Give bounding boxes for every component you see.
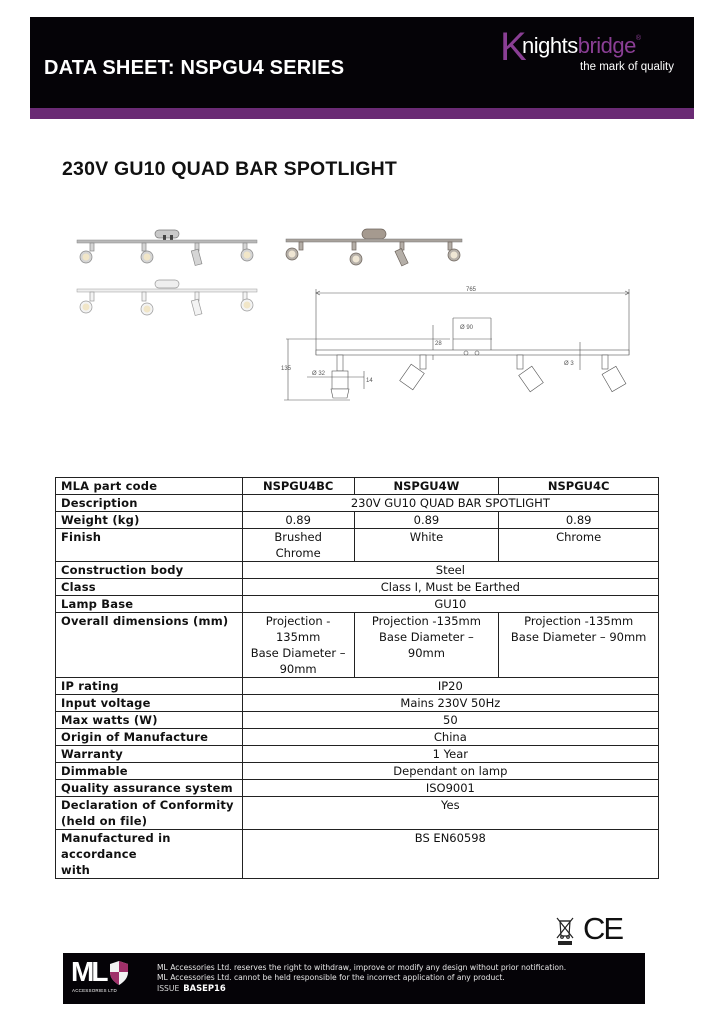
value-line: Base Diameter –	[379, 630, 474, 644]
technical-drawing	[280, 285, 640, 410]
label-line: Manufactured in accordance	[61, 831, 171, 861]
ce-mark-icon: CE	[583, 911, 623, 946]
row-label: Quality assurance system	[56, 780, 243, 797]
disclaimer-line: ML Accessories Ltd. cannot be held responsible for the incorrect application of any product.	[157, 973, 505, 982]
row-value: ISO9001	[242, 780, 658, 797]
value-line: Projection -135mm	[371, 614, 481, 628]
dimension-base-diameter: Ø 90	[460, 325, 474, 331]
model-code: NSPGU4C	[499, 478, 659, 495]
disclaimer-line: ML Accessories Ltd. reserves the right to withdraw, improve or modify any design without prior notification.	[157, 963, 567, 972]
value-line: Projection -135mm	[524, 614, 634, 628]
row-label	[56, 797, 243, 830]
table-row	[56, 512, 659, 529]
issue-label: ISSUE	[157, 984, 180, 993]
table-row	[56, 529, 659, 562]
table-row	[56, 780, 659, 797]
logo-wordmark-part2: bridge	[577, 33, 636, 58]
dimension-bar-thickness: Ø 3	[564, 361, 574, 367]
row-value: 0.89	[242, 512, 354, 529]
knightsbridge-logo	[500, 25, 678, 79]
registered-mark: ®	[635, 35, 641, 42]
row-value: BS EN60598	[242, 830, 658, 879]
row-value	[499, 613, 659, 678]
brushed-chrome-fixture-photo	[75, 227, 260, 272]
row-label: IP rating	[56, 678, 243, 695]
dimension-head-diameter: Ø 32	[312, 371, 326, 377]
logo-wordmark	[522, 35, 641, 57]
table-header-row	[56, 478, 659, 495]
header-accent-band	[30, 108, 694, 119]
row-value: Mains 230V 50Hz	[242, 695, 658, 712]
row-label: Dimmable	[56, 763, 243, 780]
issue-line	[157, 983, 566, 994]
row-value: Dependant on lamp	[242, 763, 658, 780]
logo-tagline: the mark of quality	[580, 61, 674, 73]
value-line: 90mm	[279, 662, 317, 676]
row-value	[499, 529, 659, 562]
row-value: Yes	[242, 797, 658, 830]
table-row	[56, 495, 659, 512]
table-row	[56, 712, 659, 729]
ml-accessories-logo	[69, 958, 131, 998]
table-row	[56, 695, 659, 712]
footer-disclaimer	[157, 963, 566, 994]
row-label	[56, 830, 243, 879]
row-label: Class	[56, 579, 243, 596]
row-value: 1 Year	[242, 746, 658, 763]
weee-crossed-bin-icon	[556, 916, 574, 946]
page-footer	[63, 953, 645, 1004]
table-row	[56, 579, 659, 596]
row-value: Steel	[242, 562, 658, 579]
value-line: Chrome	[275, 546, 321, 560]
product-title: 230V GU10 QUAD BAR SPOTLIGHT	[62, 158, 397, 180]
label-line: Declaration of Conformity	[61, 798, 234, 812]
table-row	[56, 729, 659, 746]
table-row	[56, 830, 659, 879]
spec-table	[55, 477, 659, 879]
table-row	[56, 746, 659, 763]
label-line: with	[61, 863, 91, 877]
table-row	[56, 613, 659, 678]
row-value: GU10	[242, 596, 658, 613]
part-code-label: MLA part code	[56, 478, 243, 495]
dimension-base-height: 28	[435, 341, 442, 347]
datasheet-title: DATA SHEET: NSPGU4 SERIES	[44, 57, 345, 79]
dimension-overall-length: 765	[466, 287, 477, 293]
issue-code: BASEP16	[183, 983, 226, 993]
row-label: Origin of Manufacture	[56, 729, 243, 746]
shield-icon	[109, 960, 129, 986]
label-line: (held on file)	[61, 814, 148, 828]
model-code: NSPGU4W	[354, 478, 499, 495]
row-value: 50	[242, 712, 658, 729]
dimension-small: 14	[366, 378, 373, 384]
row-value: 230V GU10 QUAD BAR SPOTLIGHT	[242, 495, 658, 512]
row-label: Weight (kg)	[56, 512, 243, 529]
table-row	[56, 678, 659, 695]
row-value	[242, 529, 354, 562]
row-label: Input voltage	[56, 695, 243, 712]
row-value	[354, 529, 499, 562]
row-value	[242, 613, 354, 678]
value-line: 135mm	[275, 630, 321, 644]
value-line: Chrome	[556, 530, 602, 544]
row-label: Finish	[56, 529, 243, 562]
table-row	[56, 763, 659, 780]
row-value: China	[242, 729, 658, 746]
row-value: 0.89	[354, 512, 499, 529]
row-value: IP20	[242, 678, 658, 695]
table-row	[56, 562, 659, 579]
row-value	[354, 613, 499, 678]
value-line: 90mm	[407, 646, 445, 660]
ml-logo-text: ML	[71, 956, 106, 987]
row-label: Lamp Base	[56, 596, 243, 613]
value-line: Brushed	[274, 530, 322, 544]
model-code: NSPGU4BC	[242, 478, 354, 495]
table-row	[56, 797, 659, 830]
row-label: Construction body	[56, 562, 243, 579]
value-line: Projection -	[265, 614, 331, 628]
row-label: Warranty	[56, 746, 243, 763]
ml-logo-subtext: ACCESSORIES LTD	[72, 988, 117, 993]
table-row	[56, 596, 659, 613]
logo-initial: K	[500, 25, 527, 69]
row-label: Overall dimensions (mm)	[56, 613, 243, 678]
row-value: Class I, Must be Earthed	[242, 579, 658, 596]
row-label: Description	[56, 495, 243, 512]
value-line: Base Diameter – 90mm	[510, 630, 647, 644]
row-label: Max watts (W)	[56, 712, 243, 729]
dimension-projection: 135	[281, 366, 292, 372]
value-line: Base Diameter –	[250, 646, 346, 660]
white-fixture-photo	[75, 277, 260, 322]
row-value: 0.89	[499, 512, 659, 529]
logo-wordmark-part1: nights	[522, 33, 578, 58]
page-header	[30, 17, 694, 119]
value-line: White	[409, 530, 444, 544]
chrome-fixture-photo	[284, 227, 464, 272]
